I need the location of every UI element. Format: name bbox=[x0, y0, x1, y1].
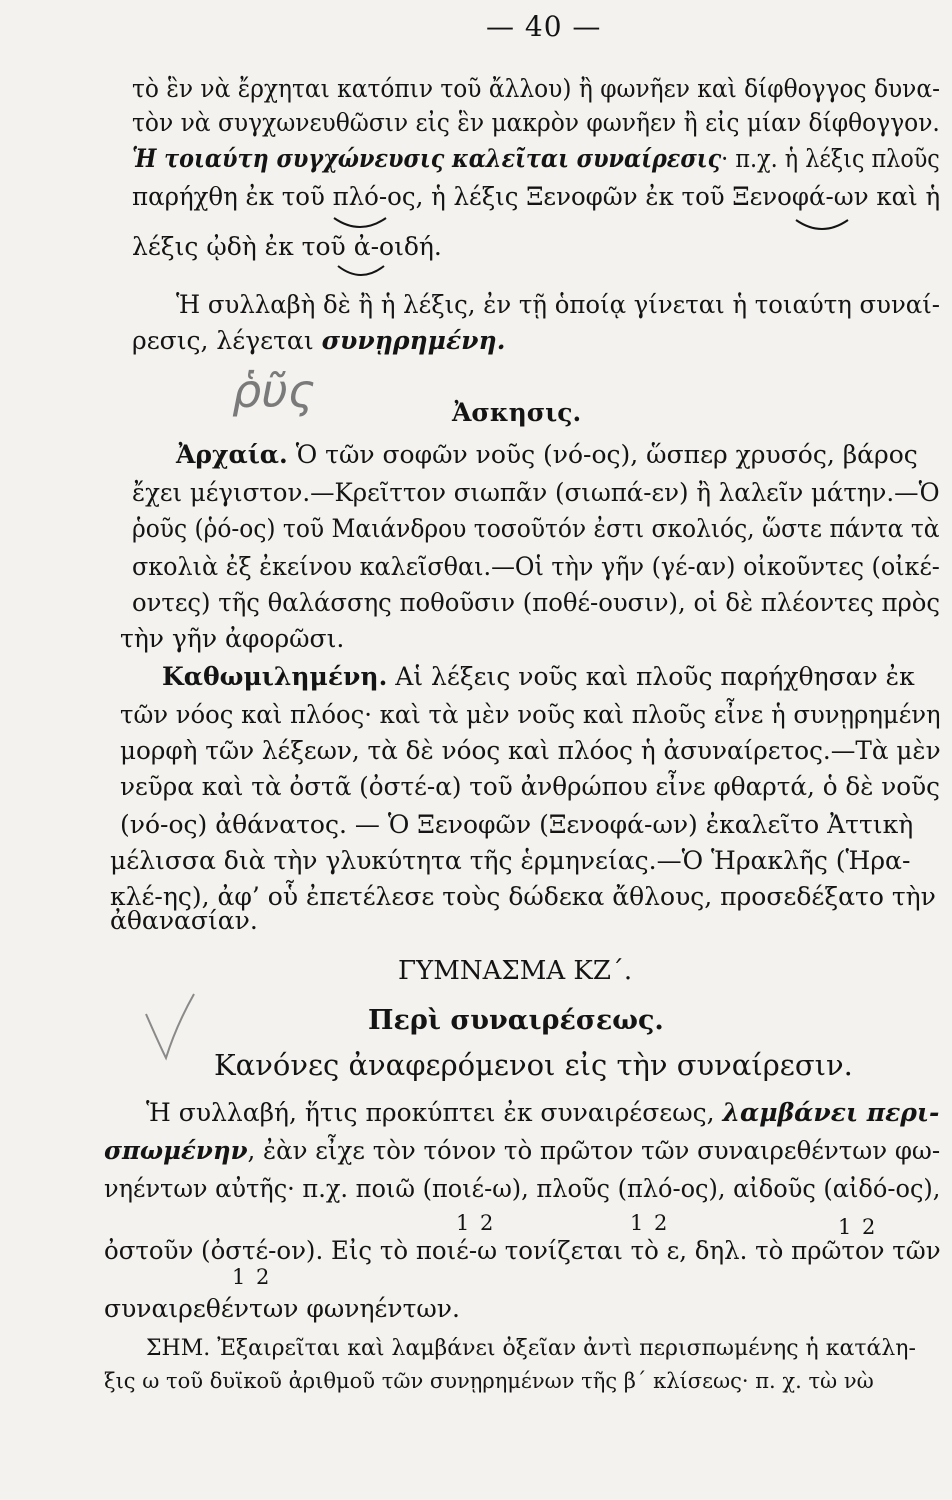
term-synairesis: Ἡ τοιαύτη συγχώνευσις καλεῖται συναίρεσις bbox=[132, 144, 722, 173]
text-line: τῶν νόος καὶ πλόος· καὶ τὰ μὲν νοῦς καὶ πλοῦς εἶνε ἡ συνῃρημένη bbox=[120, 700, 941, 729]
handwritten-annotation: ῥῦς bbox=[232, 364, 315, 418]
text-span: Ἡ συλλαβή, ἥτις προκύπτει ἐκ συναιρέσεως, bbox=[146, 1098, 723, 1127]
text-span: · π.χ. ἡ λέξις πλοῦς bbox=[721, 144, 940, 173]
text-line bbox=[146, 1098, 939, 1128]
label-archaia: Ἀρχαία. bbox=[176, 440, 288, 469]
section-title-askesis: Ἀσκησις. bbox=[452, 398, 582, 427]
text-line: μορφὴ τῶν λέξεων, τὰ δὲ νόος καὶ πλόος ἡ ἀσυναίρετος.—Τὰ μὲν bbox=[120, 736, 941, 765]
text-line: οντες) τῆς θαλάσσης ποθοῦσιν (ποθέ-ουσιν), οἱ δὲ πλέοντες πρὸς bbox=[132, 588, 940, 617]
note-line: ξις ω τοῦ δυϊκοῦ ἀριθμοῦ τῶν συνῃρημένων τῆς β΄ κλίσεως· π. χ. τὼ νὼ bbox=[104, 1369, 874, 1393]
text-line: σκολιὰ ἐξ ἐκείνου καλεῖσθαι.—Οἱ τὴν γῆν (γέ-αν) οἰκοῦντες (οἰκέ- bbox=[132, 552, 940, 581]
term-perispomeni-cont: σπωμένην bbox=[104, 1136, 248, 1165]
margin-checkmark bbox=[140, 986, 200, 1066]
page-number: — 40 — bbox=[486, 10, 602, 43]
text-line: τὸν νὰ συγχωνευθῶσιν εἰς ἓν μακρὸν φωνῆεν ἢ εἰς μίαν δίφθογγον. bbox=[132, 108, 940, 137]
text-line: (νό-ος) ἀθάνατος. — Ὁ Ξενοφῶν (Ξενοφά-ων) ἐκαλεῖτο Ἀττικὴ bbox=[120, 810, 914, 839]
text-line: ἀθανασίαν. bbox=[110, 906, 258, 935]
term-perispomeni: λαμβάνει περι- bbox=[722, 1098, 940, 1127]
text-line: μέλισσα διὰ τὴν γλυκύτητα τῆς ἑρμηνείας.—Ὁ Ἡρακλῆς (Ἡρα- bbox=[110, 846, 911, 875]
text-line: τὴν γῆν ἀφορῶσι. bbox=[120, 624, 345, 653]
text-line: τὸ ἓν νὰ ἔρχηται κατόπιν τοῦ ἄλλου) ἢ φωνῆεν καὶ δίφθογγος δυνα- bbox=[132, 74, 940, 103]
peri-synaireseos-title: Περὶ συναιρέσεως. bbox=[368, 1005, 664, 1036]
text-span: Ὁ τῶν σοφῶν νοῦς (νό-ος), ὥσπερ χρυσός, βάρος bbox=[287, 440, 918, 469]
text-line bbox=[132, 326, 505, 356]
gymnasma-title: ΓΥΜΝΑΣΜΑ ΚΖ΄. bbox=[398, 956, 633, 986]
synaeresis-arc bbox=[330, 214, 390, 234]
text-line: ἔχει μέγιστον.—Κρεῖττον σιωπᾶν (σιωπά-εν) ἢ λαλεῖν μάτην.—Ὁ bbox=[132, 478, 940, 507]
text-span: , ἐὰν εἶχε τὸν τόνον τὸ πρῶτον τῶν συναιρεθέντων φω- bbox=[247, 1136, 941, 1165]
syllable-index: 1 2 bbox=[630, 1211, 670, 1235]
text-line bbox=[104, 1136, 940, 1166]
synaeresis-arc bbox=[792, 216, 852, 236]
text-line bbox=[176, 440, 918, 470]
text-line: νεῦρα καὶ τὰ ὀστᾶ (ὀστέ-α) τοῦ ἀνθρώπου εἶνε φθαρτά, ὁ δὲ νοῦς bbox=[120, 772, 940, 801]
text-line: ὀστοῦν (ὀστέ-ον). Εἰς τὸ ποιέ-ω τονίζεται τὸ ε, δηλ. τὸ πρῶτον τῶν bbox=[104, 1236, 941, 1265]
note-line bbox=[146, 1334, 916, 1364]
synaeresis-arc bbox=[334, 262, 388, 282]
syllable-index: 1 2 bbox=[456, 1211, 496, 1235]
text-line: Ἡ συλλαβὴ δὲ ἢ ἡ λέξις, ἐν τῇ ὁποίᾳ γίνεται ἡ τοιαύτη συναί- bbox=[176, 290, 940, 319]
text-line bbox=[162, 662, 915, 692]
text-line: ῥοῦς (ῥό-ος) τοῦ Μαιάνδρου τοσοῦτόν ἐστι σκολιός, ὥστε πάντα τὰ bbox=[132, 514, 940, 543]
term-synirimeni: συνῃρημένη. bbox=[321, 326, 506, 355]
text-line: λέξις ᾠδὴ ἐκ τοῦ ἀ-οιδή. bbox=[132, 232, 442, 261]
kanones-title: Κανόνες ἀναφερόμενοι εἰς τὴν συναίρεσιν. bbox=[214, 1048, 853, 1082]
note-label: ΣΗΜ. bbox=[146, 1336, 211, 1361]
text-line bbox=[132, 144, 940, 174]
text-line: συναιρεθέντων φωνηέντων. bbox=[104, 1294, 460, 1323]
text-line: παρήχθη ἐκ τοῦ πλό-ος, ἡ λέξις Ξενοφῶν ἐκ τοῦ Ξενοφά-ων καὶ ἡ bbox=[132, 182, 941, 211]
text-line: κλέ-ης), ἀφ’ οὗ ἐπετέλεσε τοὺς δώδεκα ἄθλους, προσεδέξατο τὴν bbox=[110, 882, 936, 911]
label-kathomilimeni: Καθωμιλημένη. bbox=[162, 662, 388, 691]
text-line: νηέντων αὐτῆς· π.χ. ποιῶ (ποιέ-ω), πλοῦς (πλό-ος), αἰδοῦς (αἰδό-ος), bbox=[104, 1174, 941, 1203]
syllable-index: 1 2 bbox=[838, 1215, 878, 1239]
text-span: Αἱ λέξεις νοῦς καὶ πλοῦς παρήχθησαν ἐκ bbox=[387, 662, 915, 691]
text-span: Ἐξαιρεῖται καὶ λαμβάνει ὀξεῖαν ἀντὶ περισπωμένης ἡ κατάλη- bbox=[210, 1336, 916, 1361]
syllable-index: 1 2 bbox=[232, 1265, 272, 1289]
text-span: ρεσις, λέγεται bbox=[132, 326, 322, 355]
